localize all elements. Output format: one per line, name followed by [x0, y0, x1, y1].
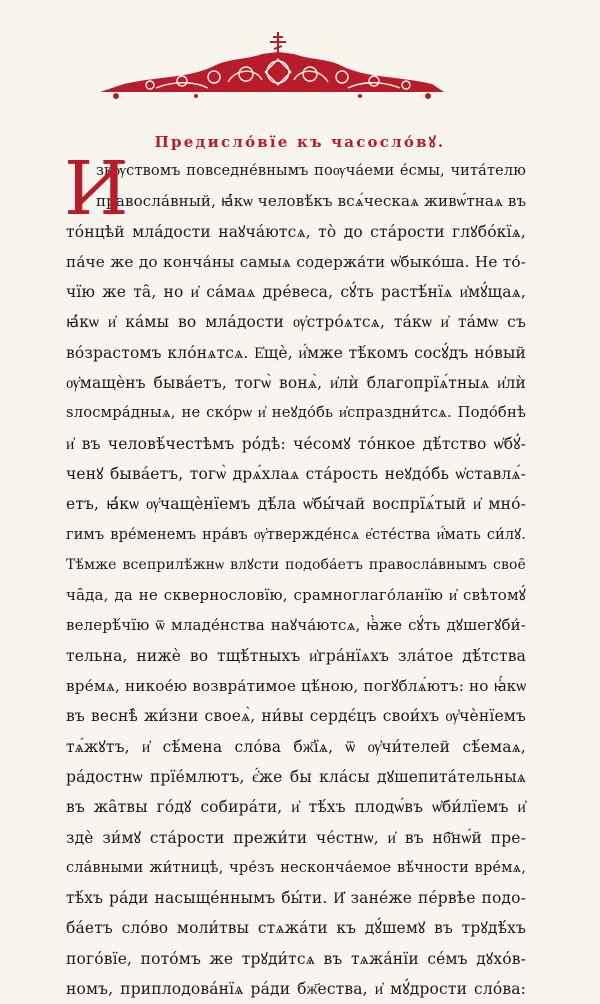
text-line: правосла́вный, ꙗ҆́кѡ человѣ́къ всѧ́ческаѧ живѡ́тнаѧ въ: [96, 192, 527, 211]
text-line: тѧ́жꙋтъ, и҆ сѣ́мена сло́ва бж҃їѧ, ѿ ѹ҆чи́телей сѣ́емаѧ,: [66, 737, 526, 756]
text-line: ѕлосмра́дныѧ, не ско́рѡ и҆ неꙋдо́бь и҆спраздни́тсѧ. Подо́бнѣ: [66, 404, 526, 422]
text-line: ѹ҆мащѐнъ быва́етъ, тогѡ̀ вонѧ̀, и҆лѝ благопрїѧ́тныѧ и҆лѝ: [66, 374, 526, 393]
text-line: сла́вными жи́тницѣ, чре́зъ несконча́емое вѣ́чности вре́мѧ,: [66, 859, 526, 876]
text-line: тѣ́хъ ра́ди насыще́ннымъ бы́ти. И҆ зане́же пе́рвѣе подо-: [66, 889, 526, 908]
text-line: вре́мѧ, никое́ю возвра́тимое цѣ́ною, погꙋблѧ́ютъ: но ꙗ҆́кѡ: [66, 677, 527, 696]
text-line: зкѹ́ствомъ повседне́внымъ поѹча́еми е́смы, чита́телю: [96, 163, 526, 179]
text-line: и҆ въ человѣ́честѣмъ ро́дѣ: че́сомꙋ то́нкое дѣ́тство ѡ҆бꙋ́-: [66, 434, 526, 453]
text-line: ꙗ҆́кѡ и҆ ка́мы во мла́дости ѹ҆стро́ѧтсѧ, та́кѡ и҆ та́мѡ съ: [66, 313, 526, 332]
text-line: гимъ вре́менемъ нра́въ ѹ҆твержде́нсѧ е҆сте́ства и҆́мать си́лꙋ.: [66, 526, 526, 543]
ornamental-headpiece-icon: [96, 30, 448, 102]
text-line: ра́достнѡ прїе́млютъ, є҆́же бы кла́сы дꙋшепита́тельныѧ: [66, 767, 526, 786]
text-line: во́зрастомъ кло́нѧтсѧ. Е҆щѐ, и҆́мже тѣ́комъ сосꙋ́дъ но́вый: [66, 343, 526, 362]
text-line: то́нцѣй мла́дости наꙋча́ютсѧ, то̀ до ста́рости глꙋбо́кїѧ,: [66, 222, 526, 241]
text-line: въ веснѣ̀ жи́зни своеѧ̀, ни́вы сердє́цъ свои́хъ ѹ҆чѐнїемъ: [66, 707, 526, 726]
text-line: ча̑да, да не сквернословїю, срамнoглаго́ланїю и҆ свѣтомꙋ́: [66, 586, 526, 605]
text-line: ба́етъ сло́во моли́твы стѧжа́ти къ дꙋ́шемꙋ въ трꙋдѣ́хъ: [66, 919, 526, 938]
text-line: въ жа̑твы го́дꙋ собира́ти, и҆ тѣ́хъ плодѡ́въ ѡ҆би́лїемъ и҆: [66, 798, 526, 817]
text-line: ченꙋ быва́етъ, тогѡ̀ дрѧ́хлаѧ ста́рость неꙋдо́бь ѡ҆ставлѧ́-: [66, 464, 526, 483]
text-line: номъ, приплодова́нїѧ ра́ди бж҃ества, и҆ мꙋ́дрости сло́ва:: [66, 980, 526, 999]
drop-capital: И: [64, 146, 129, 232]
text-line: па́че же до конча́ны самыѧ содержа́ти ѡ҆быко́ша. Не то́-: [66, 252, 526, 271]
body-text: [64, 146, 527, 1004]
text-line: здѐ зи́мꙋ ста́рости прежи́ти че́стнѡ, и҆ въ нб҃нѡ́й пре-: [66, 828, 526, 847]
text-line: велерѣ́чїю ѿ младе́нства наꙋча́ютсѧ, ꙗ҆̀же сꙋ́ть дꙋшегꙋби́-: [66, 616, 526, 635]
text-line: тельна, нижѐ во тщѣ́тныхъ и҆гра́нїѧхъ зла́тое дѣ́тства: [66, 646, 526, 665]
text-line: чїю же та̑, но и҆ са́маѧ дре́веса, сꙋ́ть растѣ́нїѧ и҆мꙋ́щаѧ,: [66, 283, 526, 302]
text-line: Тѣ́мже всеприлѣ́жнѡ влꙋсти подоба́етъ правосла́внымъ свое̑: [66, 556, 526, 573]
text-line: етъ, ꙗ҆́кѡ ѹ҆чащѐнїемъ дѣ́ла ѡ҆бы́чай воспрїѧ́тый и҆ мно́-: [66, 495, 526, 514]
text-line: пого́вїе, пото́мъ же трꙋди́тсѧ въ тѧжа́нїи се́мъ дꙋхо́в-: [66, 949, 526, 968]
page-title: Предисло́вїе къ часосло́вꙋ.: [154, 133, 446, 151]
